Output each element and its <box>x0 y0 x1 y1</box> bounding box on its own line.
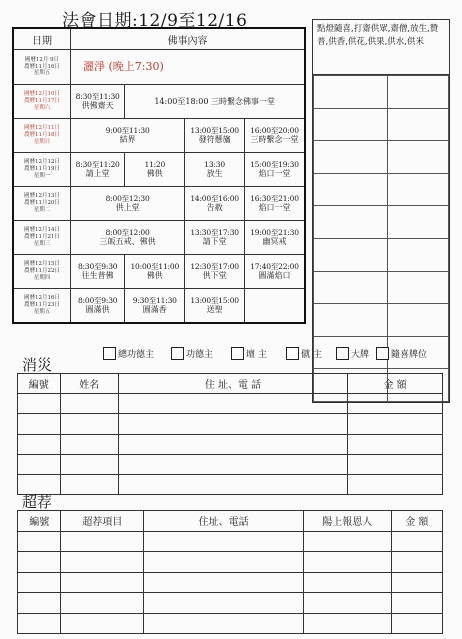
schedule-event <box>245 289 305 324</box>
offering-row <box>314 238 449 271</box>
table-cell[interactable] <box>18 414 61 434</box>
event-time: 14:00至16:00 <box>190 194 239 204</box>
offering-row <box>314 76 449 109</box>
checkbox-item[interactable] <box>286 347 322 360</box>
event-text: 焰口一堂 <box>258 169 291 179</box>
checkbox[interactable] <box>286 347 299 360</box>
table-cell[interactable] <box>18 394 61 414</box>
schedule-date <box>13 289 71 324</box>
event-text: 供上堂 <box>115 203 140 213</box>
table-cell[interactable] <box>60 454 118 474</box>
schedule-event <box>185 255 245 289</box>
table-row <box>18 474 443 494</box>
schedule-event <box>125 153 185 187</box>
offering-box <box>312 19 450 403</box>
schedule-row <box>13 50 305 85</box>
table-cell[interactable] <box>391 531 442 552</box>
table-cell[interactable] <box>144 531 304 552</box>
event-time: 8:00至12:30 <box>105 194 150 204</box>
event-time: 17:40至22:00 <box>250 262 299 272</box>
column-header: 住址、電話 <box>144 511 304 532</box>
event-time: 8:30至11:30 <box>75 92 120 102</box>
date-line: 國曆12月13日 <box>24 193 60 200</box>
schedule-event <box>125 255 185 289</box>
checkbox[interactable] <box>376 347 389 360</box>
page-title: 法會日期:12/9至12/16 <box>62 11 248 31</box>
event-time: 9:30至11:30 <box>132 296 177 306</box>
table-cell[interactable] <box>348 474 443 494</box>
schedule-event <box>245 187 305 221</box>
offering-row <box>314 304 449 337</box>
date-line: 農曆11月21日 <box>24 234 60 241</box>
table-cell[interactable] <box>303 593 391 614</box>
table-cell[interactable] <box>391 613 442 634</box>
date-line: 農曆11月22日 <box>24 268 60 275</box>
table-cell[interactable] <box>61 613 144 634</box>
event-text: 供下堂 <box>202 271 227 281</box>
event-time: 11:20 <box>144 160 166 170</box>
offering-cell[interactable] <box>314 206 388 239</box>
offering-cell[interactable] <box>314 173 388 206</box>
event-text: 14:00至18:00 三時繫念佛事一堂 <box>154 96 275 106</box>
event-time: 13:30 <box>204 160 225 170</box>
event-text: 送聖 <box>206 305 223 315</box>
date-line: 星期二 <box>33 206 51 213</box>
schedule-event <box>71 221 185 255</box>
date-line: 星期三 <box>33 240 51 247</box>
checkbox[interactable] <box>336 347 349 360</box>
schedule-event <box>185 153 245 187</box>
table-cell[interactable] <box>348 414 443 434</box>
date-line: 國曆12月 9日 <box>24 56 60 63</box>
checkbox-label: 功德主 <box>186 350 214 360</box>
offering-cell[interactable] <box>388 173 449 206</box>
table-cell[interactable] <box>118 394 347 414</box>
table-cell[interactable] <box>18 593 61 614</box>
column-header: 超荐項目 <box>61 511 144 532</box>
table-cell[interactable] <box>348 454 443 474</box>
offering-cell[interactable] <box>388 141 449 174</box>
checkbox-label: 總功德主 <box>118 350 155 360</box>
table-cell[interactable] <box>348 434 443 454</box>
checkbox-item[interactable] <box>376 347 427 360</box>
table-cell[interactable] <box>303 572 391 593</box>
event-time: 16:30至21:00 <box>250 194 299 204</box>
table-cell[interactable] <box>18 552 61 573</box>
section-a-table <box>17 373 443 495</box>
event-time: 16:00至20:00 <box>250 126 299 136</box>
schedule-event <box>71 187 185 221</box>
offering-row <box>314 141 449 174</box>
table-cell[interactable] <box>144 552 304 573</box>
event-time: 10:00至11:00 <box>130 262 180 272</box>
date-line: 農曆11月18日 <box>24 132 60 139</box>
event-time: 8:30至11:20 <box>75 160 120 170</box>
table-row <box>18 593 443 614</box>
table-cell[interactable] <box>61 552 144 573</box>
column-header: 編號 <box>18 511 61 532</box>
offering-row <box>314 108 449 141</box>
schedule-event <box>71 50 306 85</box>
date-line: 農曆11月20日 <box>24 200 60 207</box>
offering-row <box>314 173 449 206</box>
schedule-date <box>13 153 71 187</box>
table-cell[interactable] <box>348 394 443 414</box>
schedule-event <box>71 153 125 187</box>
offering-cell[interactable] <box>388 304 449 337</box>
date-line: 國曆12月16日 <box>24 295 60 302</box>
date-line: 星期一 <box>33 172 51 179</box>
event-text: 圓滿焰口 <box>258 271 291 281</box>
checkbox-item[interactable] <box>336 347 369 360</box>
event-time: 8:00至12:00 <box>105 228 150 238</box>
schedule-table <box>12 27 306 324</box>
table-cell[interactable] <box>118 434 347 454</box>
checkbox-label: 大牌 <box>351 350 370 360</box>
schedule-row <box>13 119 305 153</box>
schedule-event <box>71 255 125 289</box>
event-text: 放生 <box>206 169 223 179</box>
event-text: 三時繫念一堂 <box>250 135 299 145</box>
schedule-date <box>13 50 71 85</box>
offering-cell[interactable] <box>388 76 449 109</box>
schedule-date <box>13 85 71 119</box>
table-cell[interactable] <box>391 552 442 573</box>
schedule-row <box>13 153 305 187</box>
table-cell[interactable] <box>61 531 144 552</box>
section-b-table <box>17 510 443 634</box>
schedule-row <box>13 289 305 324</box>
table-cell[interactable] <box>391 572 442 593</box>
date-line: 星期五 <box>33 70 51 77</box>
offering-cell[interactable] <box>314 271 388 304</box>
table-cell[interactable] <box>144 593 304 614</box>
event-time: 13:00至15:00 <box>190 126 239 136</box>
date-line: 星期五 <box>33 308 51 315</box>
table-cell[interactable] <box>18 572 61 593</box>
event-time: 13:00至15:00 <box>190 296 239 306</box>
schedule-event <box>71 85 125 119</box>
schedule-row <box>13 221 305 255</box>
event-text: 幽冥戒 <box>262 237 287 247</box>
offering-cell[interactable] <box>314 76 388 109</box>
offering-note: 點燈隨喜,打齋供眾,齋僧,放生,贊普,供香,供花,供果,供水,供米 <box>313 20 449 75</box>
event-text: 請下堂 <box>202 237 227 247</box>
schedule-event <box>71 119 185 153</box>
date-line: 星期四 <box>33 274 51 281</box>
schedule-event <box>245 255 305 289</box>
table-cell[interactable] <box>60 394 118 414</box>
event-text: 告赦 <box>206 203 223 213</box>
table-row <box>18 414 443 434</box>
event-text: 焰口一堂 <box>258 203 291 213</box>
event-time: 15:00至19:30 <box>250 160 299 170</box>
event-text: 供佛齋天 <box>81 101 114 111</box>
schedule-event <box>185 289 245 324</box>
section-a-title: 消災 <box>22 356 53 374</box>
table-cell[interactable] <box>118 454 347 474</box>
table-row <box>18 394 443 414</box>
table-row <box>18 552 443 573</box>
table-cell[interactable] <box>144 572 304 593</box>
checkbox[interactable] <box>231 347 244 360</box>
table-row <box>18 434 443 454</box>
table-cell[interactable] <box>303 613 391 634</box>
schedule-event <box>245 153 305 187</box>
table-cell[interactable] <box>60 434 118 454</box>
table-cell[interactable] <box>61 593 144 614</box>
checkbox-item[interactable] <box>103 347 154 360</box>
event-text: 結界 <box>119 135 136 145</box>
schedule-date <box>13 187 71 221</box>
schedule-date <box>13 221 71 255</box>
date-line: 農曆11月17日 <box>24 98 60 105</box>
date-line: 農曆11月23日 <box>24 302 60 309</box>
offering-cell[interactable] <box>388 206 449 239</box>
schedule-row <box>13 187 305 221</box>
column-header: 姓名 <box>60 374 118 394</box>
date-line: 國曆12月12日 <box>24 159 60 166</box>
table-cell[interactable] <box>60 474 118 494</box>
schedule-event <box>71 289 125 324</box>
table-cell[interactable] <box>144 613 304 634</box>
table-cell[interactable] <box>391 593 442 614</box>
event-text: 請上堂 <box>85 169 110 179</box>
checkbox-item[interactable] <box>171 347 213 360</box>
checkbox[interactable] <box>171 347 184 360</box>
date-line: 國曆12月11日 <box>24 125 60 132</box>
date-line: 國曆12月14日 <box>24 227 60 234</box>
date-line: 農曆11月19日 <box>24 166 60 173</box>
event-time: 12:30至17:00 <box>190 262 239 272</box>
offering-cell[interactable] <box>388 271 449 304</box>
offering-cell[interactable] <box>314 304 388 337</box>
offering-cell[interactable] <box>314 141 388 174</box>
column-header: 金 額 <box>348 374 443 394</box>
schedule-row <box>13 85 305 119</box>
schedule-event <box>185 119 245 153</box>
table-row <box>18 572 443 593</box>
date-line: 國曆12月15日 <box>24 261 60 268</box>
table-cell[interactable] <box>118 474 347 494</box>
date-line: 農曆11月16日 <box>24 63 60 70</box>
schedule-date <box>13 119 71 153</box>
schedule-event <box>125 289 185 324</box>
table-row <box>18 613 443 634</box>
column-header: 編號 <box>18 374 61 394</box>
table-cell[interactable] <box>61 572 144 593</box>
section-b-title: 超荐 <box>22 493 53 511</box>
column-header: 金 額 <box>391 511 442 532</box>
offering-row <box>314 206 449 239</box>
event-text: 佛供 <box>146 271 163 281</box>
table-cell[interactable] <box>18 454 61 474</box>
event-text: 佛供 <box>146 169 163 179</box>
checkbox-label: 壇 主 <box>246 350 267 360</box>
table-row <box>18 454 443 474</box>
event-text: 灑淨 (晚上7:30) <box>83 60 164 74</box>
checkbox-label: 僦 主 <box>301 350 322 360</box>
date-line: 星期日 <box>33 138 51 145</box>
event-time: 8:00至9:30 <box>77 296 118 306</box>
content-header: 佛事內容 <box>71 28 306 50</box>
checkbox-item[interactable] <box>231 347 267 360</box>
event-time: 13:30至17:30 <box>190 228 239 238</box>
event-text: 圓滿供 <box>85 305 110 315</box>
schedule-event <box>185 221 245 255</box>
table-cell[interactable] <box>18 434 61 454</box>
offering-row <box>314 271 449 304</box>
schedule-event <box>245 221 305 255</box>
offering-cell[interactable] <box>388 108 449 141</box>
table-cell[interactable] <box>18 531 61 552</box>
schedule-event <box>245 119 305 153</box>
table-cell[interactable] <box>303 531 391 552</box>
schedule-event <box>125 85 305 119</box>
date-line: 星期六 <box>33 104 51 111</box>
column-header: 住 址、電 話 <box>118 374 347 394</box>
offering-cell[interactable] <box>314 108 388 141</box>
offering-cell[interactable] <box>314 238 388 271</box>
checkbox-label: 隨喜牌位 <box>391 350 428 360</box>
event-text: 三皈五戒、佛供 <box>99 237 156 247</box>
event-time: 19:00至21:30 <box>250 228 299 238</box>
event-time: 8:30至9:30 <box>77 262 118 272</box>
schedule-event <box>185 187 245 221</box>
offering-cell[interactable] <box>388 238 449 271</box>
date-header: 日期 <box>13 28 71 50</box>
event-text: 發符懸旛 <box>198 135 231 145</box>
event-time: 9:00至11:30 <box>105 126 150 136</box>
table-row <box>18 531 443 552</box>
column-header: 陽上報恩人 <box>303 511 391 532</box>
schedule-date <box>13 255 71 289</box>
date-line: 國曆12月10日 <box>24 91 60 98</box>
event-text: 圓滿香 <box>142 305 167 315</box>
table-cell[interactable] <box>118 414 347 434</box>
table-cell[interactable] <box>18 613 61 634</box>
schedule-row <box>13 255 305 289</box>
event-text: 往生普佛 <box>81 271 114 281</box>
table-cell[interactable] <box>60 414 118 434</box>
table-cell[interactable] <box>303 552 391 573</box>
checkbox[interactable] <box>103 347 116 360</box>
